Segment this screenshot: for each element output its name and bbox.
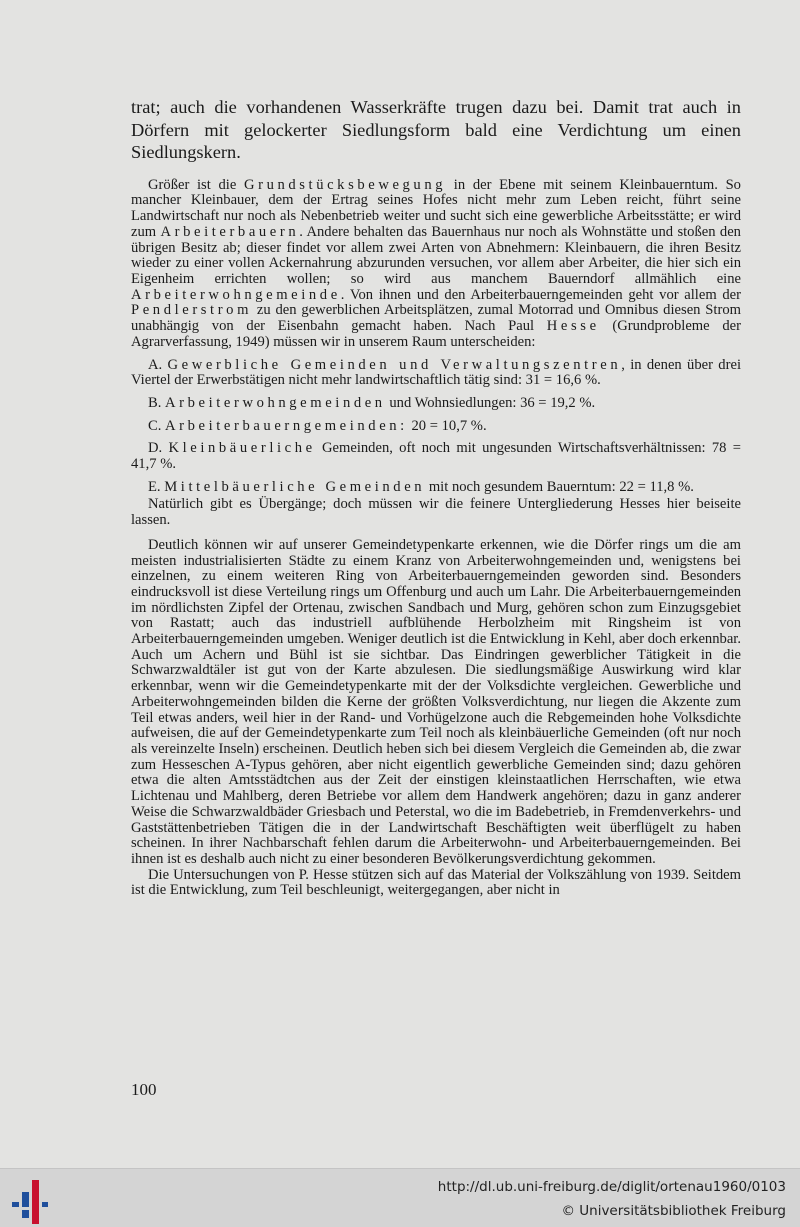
spaced-term: Arbeiterwohngemeinde — [131, 286, 341, 303]
text-run: mit noch gesundem Bauerntum: 22 = 11,8 %. — [425, 478, 694, 495]
spaced-term: Gewerbliche Gemeinden und Verwaltungszentren — [167, 356, 622, 373]
page-number: 100 — [131, 1080, 157, 1099]
text-run: Gemeinden, oft noch mit ungesunden Wirtschaftsverhältnissen: 78 = 41,7 %. — [131, 440, 741, 473]
list-item-e — [131, 480, 741, 496]
list-item-a — [131, 358, 741, 389]
list-marker: C. — [148, 417, 166, 434]
paragraph-uebergaenge: Natürlich gibt es Übergänge; doch müssen wir die feinere Untergliederung Hesses hier beiseite lassen. — [131, 496, 741, 529]
text-run: 20 = 10,7 %. — [407, 417, 487, 434]
list-marker: B. — [148, 394, 166, 411]
list-marker: E. — [148, 478, 165, 495]
list-item-c — [131, 419, 741, 435]
source-url-link[interactable]: http://dl.ub.uni-freiburg.de/diglit/ortenau1960/0103 — [437, 1179, 786, 1195]
text-run: zu den gewerblichen Arbeitsplätzen, zumal Motorrad und Omnibus diesen Strom unabhängig von der Eisenbahn gemacht haben. Nach Paul — [131, 302, 741, 335]
list-marker: D. — [148, 440, 169, 457]
text-run: in der Ebene mit seinem Kleinbauerntum. So mancher Kleinbauer, dem der Ertrag seines Hofes nicht mehr zum Leben reicht, führt seine Landwirtschaft nur noch als Nebenbetrieb weiter und sucht sich eine gewerbliche Arbeitsstätte; er wird zum — [131, 176, 741, 240]
page-text — [131, 96, 741, 899]
list-item-b — [131, 396, 741, 412]
spaced-term: Pendlerstrom — [131, 302, 253, 319]
spaced-term: Hesse — [546, 318, 600, 335]
paragraph-untersuchungen: Die Untersuchungen von P. Hesse stützen sich auf das Material der Volkszählung von 1939. Seitdem ist die Entwicklung, zum Teil beschleunigt, weitergegangen, aber nicht in — [131, 866, 741, 899]
text-run: (Grundprobleme der Agrarverfassung, 1949) müssen wir in unserem Raum unterscheiden: — [131, 318, 741, 350]
footer-bar — [0, 1168, 800, 1227]
paragraph-gemeindetypenkarte: Deutlich können wir auf unserer Gemeindetypenkarte erkennen, wie die Dörfer rings um die am meisten industrialisierten Städte zu einem Kranz von Arbeiterwohngemeinden und, wenigstens bei einzelnen, zu einem weiteren Ring von Arbeiterbauerngemeinden geworden sind. Besonders eindrucksvoll ist diese Verteilung rings um Offenburg und auch um Lahr. Die Arbeiterbauerngemeinden im nördlichsten Zipfel der Ortenau, zwischen Sandbach und Murg, gehören schon zum Einzugsgebiet von Rastatt; auch das industriell aufblühende Herbolzheim mit Ringsheim ist von Arbeiterbauerngemeinden umgeben. Weniger deutlich ist die Entwicklung in Kehl, aber doch erkennbar. Auch um Achern und Bühl ist sie sichtbar. Das Eindringen gewerblicher Tätigkeit in die Schwarzwaldtäler ist gut von der Karte abzulesen. Die siedlungsmäßige Auswirkung wird klar erkennbar, wenn wir die Gemeindetypenkarte mit der der Volksdichte vergleichen. Gewerbliche und Arbeiterwohngemeinden bilden die Kerne der größten Volksverdichtung, nur liegen die Akzente zum Teil etwas anders, weil hier in der Rand- und Vorhügelzone auch die Rebgemeinden hohe Volksdichte aufweisen, die auf der Gemeindetypenkarte zum Teil noch als kleinbäuerliche Gemeinden (oft nur noch als vereinzelte Inseln) erscheinen. Deutlich heben sich bei diesem Vergleich die Gemeinden ab, die zwar zum Hesseschen A-Typus gehören, aber nicht eigentlich gewerbliche Gemeinden sind; dazu gehören etwa die alten Amtsstädtchen aus der Zeit der einstigen kleinstaatlichen Herrschaften, wie etwa Lichtenau und Mahlberg, deren Betriebe vor allem dem Handwerk angehören; dazu in ganz anderer Weise die Schwarzwaldbäder Griesbach und Peterstal, wo die im Badebetrieb, in Fremdenverkehrs- und Gaststättenbetrieben Tätigen die in der Landwirtschaft Beschäftigten weit überflügelt zu haben scheinen. In ihrer Nachbarschaft fehlen darum die Arbeiterwohn- und Arbeiterbauerngemeinden. Bei ihnen ist es deshalb auch nicht zu einer besonderen Bevölkerungsverdichtung gekommen. — [131, 536, 741, 867]
ub-freiburg-logo-icon — [12, 1180, 48, 1224]
text-run: und Wohnsiedlungen: 36 = 19,2 %. — [385, 394, 596, 411]
text-run: . Andere behalten das Bauernhaus nur noch als Wohnstätte und stoßen den übrigen Besitz ab; dieser findet vor allem zwei Arten von Abnehmern: Kleinbauern, die ihren Besitz wieder zu einer vollen Ackernahrung abzurunden versuchen, vor allem aber Arbeiter, die hier sich ein Eigenheim errichten wollen; so wird aus manchem Bauerndorf allmählich eine — [131, 223, 741, 287]
paragraph-grundstuecksbewegung — [131, 178, 741, 351]
lead-paragraph: trat; auch die vorhandenen Wasserkräfte trugen dazu bei. Damit trat auch in Dörfern mit gelockerter Siedlungsform bald eine Verdichtung um einen Siedlungskern. — [131, 97, 741, 163]
spaced-term: Arbeiterwohngemeinden — [165, 394, 386, 411]
copyright-notice: © Universitätsbibliothek Freiburg — [561, 1203, 786, 1219]
text-run: . Von ihnen und den Arbeiterbauerngemeinden geht vor allem der — [340, 286, 741, 303]
spaced-term: Arbeiterbauern — [160, 223, 300, 240]
text-run: Größer ist die — [148, 176, 244, 193]
spaced-term: Kleinbäuerliche — [168, 440, 316, 457]
spaced-term: Mittelbäuerliche Gemeinden — [164, 478, 426, 495]
text-run: , in denen über drei Viertel der Erwerbstätigen nicht mehr landwirtschaftlich tätig sind: 31 = 16,6 %. — [131, 356, 741, 389]
spaced-term: Arbeiterbauerngemeinden: — [165, 417, 408, 434]
list-marker: A. — [148, 356, 168, 373]
spaced-term: Grundstücksbewegung — [243, 176, 447, 193]
list-item-d — [131, 441, 741, 472]
